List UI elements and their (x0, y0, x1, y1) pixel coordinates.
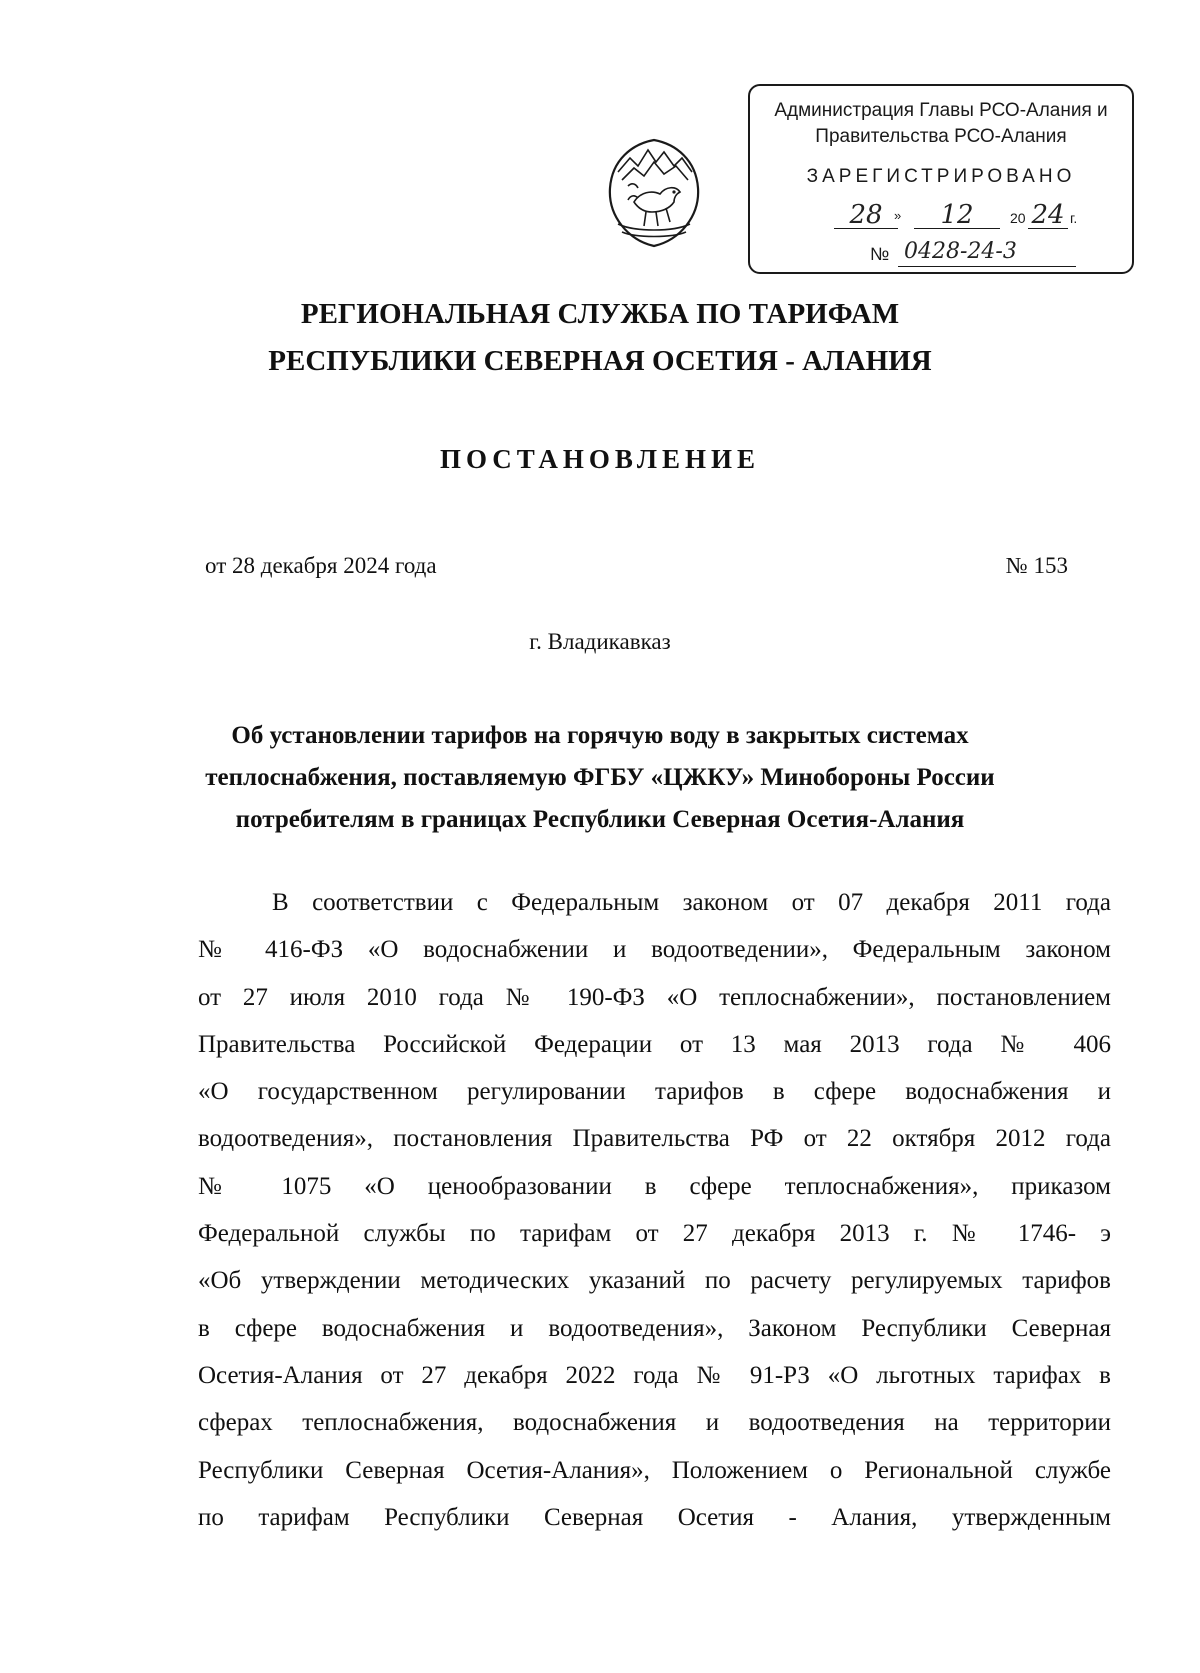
body-text-line: Республики Северная Осетия-Алания», Положением о Региональной службе (198, 1456, 1111, 1484)
stamp-date-day: 28 (834, 202, 898, 229)
body-text-line: № 1075 «О ценообразовании в сфере теплоснабжения», приказом (198, 1172, 1111, 1200)
stamp-date-year-prefix: 20 (1010, 210, 1026, 226)
coat-of-arms-emblem (604, 136, 704, 251)
document-city: г. Владикавказ (529, 629, 671, 654)
body-text-line: «Об утверждении методических указаний по расчету регулируемых тарифов (198, 1267, 1111, 1295)
stamp-registered-label: ЗАРЕГИСТРИРОВАНО (806, 166, 1076, 187)
stamp-registration-number (870, 238, 1110, 268)
stamp-date-quote-mark: » (894, 208, 902, 223)
body-text-line: в сфере водоснабжения и водоотведения», Законом Республики Северная (198, 1314, 1111, 1342)
document-title-line: потребителям в границах Республики Северная Осетия-Алания (235, 806, 965, 833)
organization-name-line-1: РЕГИОНАЛЬНАЯ СЛУЖБА ПО ТАРИФАМ (300, 298, 900, 330)
stamp-date-month: 12 (914, 202, 1000, 229)
stamp-date (834, 202, 1094, 232)
body-text-line: Федеральной службы по тарифам от 27 декабря 2013 г. № 1746- э (198, 1220, 1111, 1248)
organization-name-line-2: РЕСПУБЛИКИ СЕВЕРНАЯ ОСЕТИЯ - АЛАНИЯ (268, 345, 932, 377)
body-text-line: Осетия-Алания от 27 декабря 2022 года № 91-РЗ «О льготных тарифах в (198, 1361, 1111, 1389)
body-text-line: от 27 июля 2010 года № 190-ФЗ «О теплоснабжении», постановлением (198, 983, 1111, 1011)
body-text-line: «О государственном регулировании тарифов в сфере водоснабжения и (198, 1078, 1111, 1106)
stamp-number-prefix: № (870, 244, 890, 264)
body-text-line: Правительства Российской Федерации от 13 мая 2013 года № 406 (198, 1030, 1111, 1058)
document-number: № 153 (1005, 553, 1068, 578)
stamp-number-value: 0428-24-3 (898, 238, 1076, 267)
document-title-line: Об установлении тарифов на горячую воду в закрытых системах (231, 722, 969, 749)
stamp-date-year: 24 (1028, 202, 1068, 229)
body-text-line: водоотведения», постановления Правительства РФ от 22 октября 2012 года (198, 1125, 1111, 1153)
body-text-line: № 416-ФЗ «О водоснабжении и водоотведении», Федеральным законом (198, 936, 1111, 964)
stamp-authority-line-1: Администрация Главы РСО-Алания и (774, 100, 1108, 121)
document-type: ПОСТАНОВЛЕНИЕ (439, 444, 761, 474)
body-text-line: по тарифам Республики Северная Осетия - Алания, утвержденным (198, 1503, 1111, 1531)
stamp-authority-line-2: Правительства РСО-Алания (815, 126, 1067, 147)
registration-stamp (748, 84, 1134, 274)
document-date: от 28 декабря 2024 года (205, 553, 437, 578)
body-text-line: сферах теплоснабжения, водоснабжения и водоотведения на территории (198, 1409, 1111, 1437)
document-body-paragraph (198, 883, 1111, 1545)
body-text-line: В соответствии с Федеральным законом от 07 декабря 2011 года (272, 889, 1111, 916)
stamp-date-year-suffix: г. (1070, 210, 1078, 226)
document-title-line: теплоснабжения, поставляемую ФГБУ «ЦЖКУ» Минобороны России (205, 764, 995, 791)
